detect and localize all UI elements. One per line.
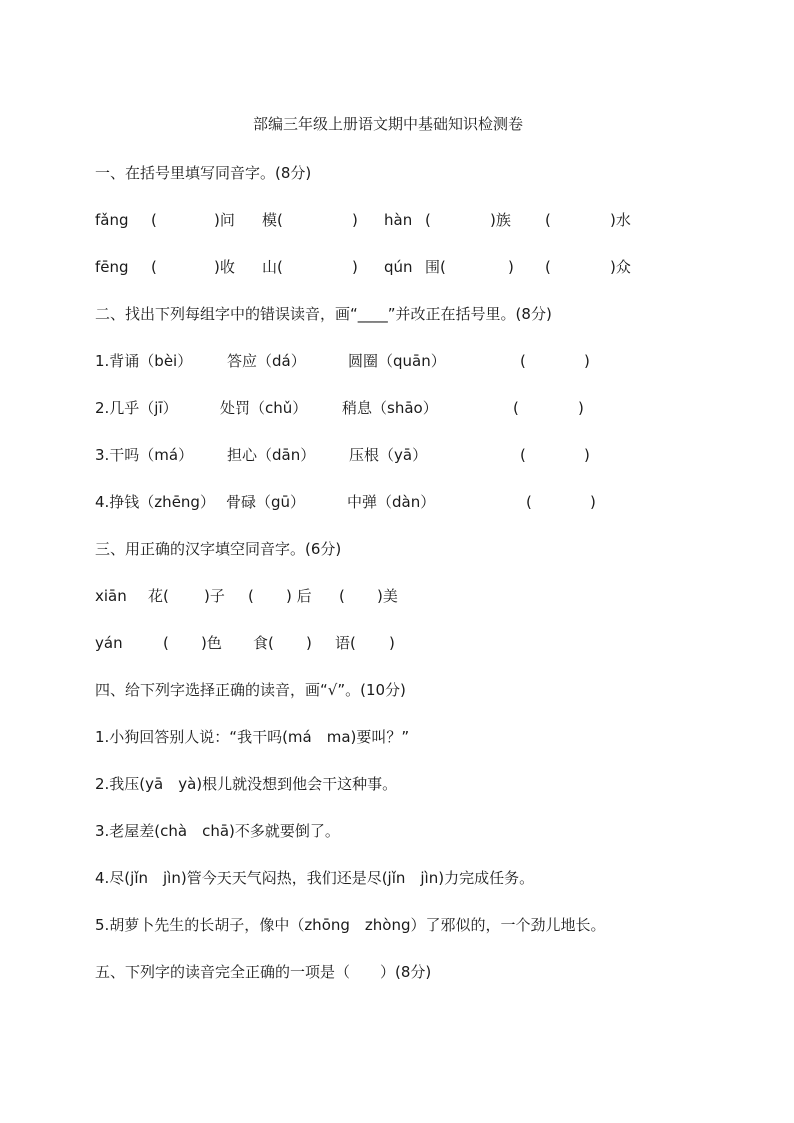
word-item: 稍息（shāo） (342, 399, 438, 417)
word-item: 4.挣钱（zhēng） (95, 493, 215, 511)
word-item: 答应（dá） (227, 352, 306, 370)
pinyin-label: hàn (384, 211, 413, 229)
bracket-close: ) (590, 493, 596, 511)
pinyin-label: fēng (95, 258, 129, 276)
bracket-open: ( (513, 399, 519, 417)
word-item: 圆圈（quān） (348, 352, 446, 370)
question-item: 2.我压(yā yà)根儿就没想到他会干这种事。 (95, 775, 398, 793)
question-item: 5.胡萝卜先生的长胡子，像中（zhōng zhòng）了邪似的，一个劲儿地长。 (95, 916, 606, 934)
answer-blank-text: )族 (490, 211, 511, 229)
word-item: 3.干吗（má） (95, 446, 194, 464)
bracket-close: ) (352, 258, 358, 276)
answer-blank-text: )收 (214, 258, 235, 276)
section-3-heading: 三、用正确的汉字填空同音字。(6分) (95, 540, 342, 558)
answer-blank-text: )美 (377, 587, 398, 605)
question-item: 4.尽(jǐn jìn)管今天天气闷热，我们还是尽(jǐn jìn)力完成任务。 (95, 869, 535, 887)
word-item: 处罚（chǔ） (220, 399, 308, 417)
bracket-close: ) (306, 634, 312, 652)
page-title: 部编三年级上册语文期中基础知识检测卷 (253, 115, 524, 133)
bracket-close: ) (352, 211, 358, 229)
answer-blank-text: )色 (201, 634, 222, 652)
answer-blank-text: )子 (204, 587, 225, 605)
pinyin-label: fǎng (95, 211, 129, 229)
bracket-open: ( (248, 587, 254, 605)
answer-blank-text: 花( (148, 587, 169, 605)
bracket-close: ) (578, 399, 584, 417)
word-item: 2.几乎（jī） (95, 399, 178, 417)
bracket-open: ( (163, 634, 169, 652)
pinyin-label: xiān (95, 587, 127, 605)
answer-blank-text: )众 (610, 258, 631, 276)
word-item: 骨碌（gū） (226, 493, 306, 511)
bracket-close: ) (389, 634, 395, 652)
bracket-open: ( (151, 258, 157, 276)
answer-blank-text: 围( (425, 258, 446, 276)
pinyin-label: yán (95, 634, 123, 652)
bracket-open: ( (520, 352, 526, 370)
answer-blank-text: ) 后 (286, 587, 312, 605)
bracket-open: ( (425, 211, 431, 229)
answer-blank-text: 山( (262, 258, 283, 276)
bracket-open: ( (545, 211, 551, 229)
answer-blank-text: 模( (262, 211, 283, 229)
word-item: 1.背诵（bèi） (95, 352, 193, 370)
answer-blank-text: 语( (335, 634, 356, 652)
bracket-close: ) (584, 446, 590, 464)
section-5-heading: 五、下列字的读音完全正确的一项是（ ）(8分) (95, 963, 432, 981)
section-2-heading: 二、找出下列每组字中的错误读音，画“____”并改正在括号里。(8分) (95, 305, 552, 323)
section-1-heading: 一、在括号里填写同音字。(8分) (95, 164, 312, 182)
bracket-open: ( (526, 493, 532, 511)
bracket-open: ( (339, 587, 345, 605)
word-item: 担心（dān） (227, 446, 316, 464)
question-item: 1.小狗回答别人说：“我干吗(má ma)要叫？” (95, 728, 410, 746)
bracket-open: ( (520, 446, 526, 464)
answer-blank-text: )问 (214, 211, 235, 229)
answer-blank-text: )水 (610, 211, 631, 229)
bracket-open: ( (545, 258, 551, 276)
answer-blank-text: 食( (253, 634, 274, 652)
word-item: 压根（yā） (349, 446, 428, 464)
pinyin-label: qún (384, 258, 413, 276)
bracket-open: ( (151, 211, 157, 229)
bracket-close: ) (508, 258, 514, 276)
question-item: 3.老屋差(chà chā)不多就要倒了。 (95, 822, 340, 840)
word-item: 中弹（dàn） (347, 493, 436, 511)
bracket-close: ) (584, 352, 590, 370)
section-4-heading: 四、给下列字选择正确的读音，画“√”。(10分) (95, 681, 406, 699)
